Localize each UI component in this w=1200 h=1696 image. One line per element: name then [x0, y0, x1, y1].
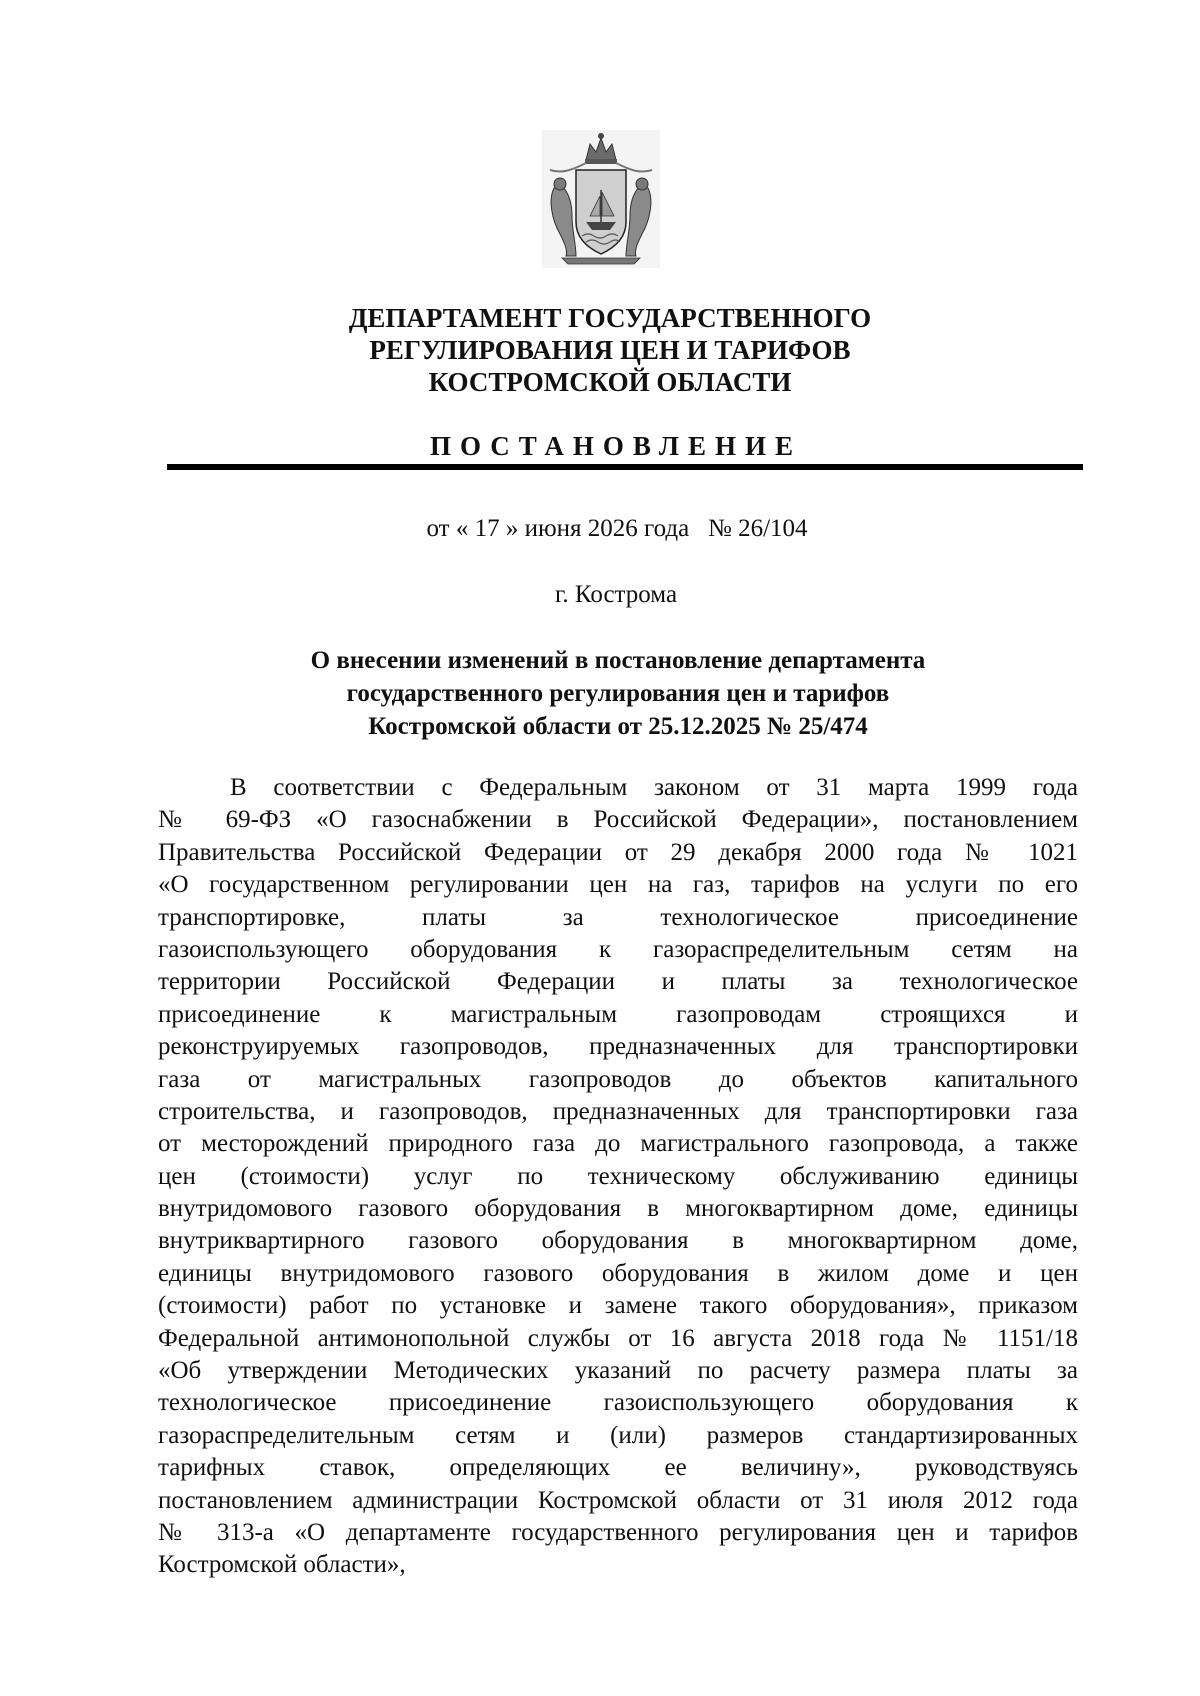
header-divider: [167, 464, 1083, 470]
body-line: технологическое присоединение газоиспользующего оборудования к: [158, 1389, 1078, 1417]
body-line: строительства, и газопроводов, предназначенных для транспортировки газа: [158, 1097, 1078, 1125]
body-line: единицы внутридомового газового оборудования в жилом доме и цен: [158, 1259, 1078, 1287]
document-type-heading: ПОСТАНОВЛЕНИЕ: [429, 431, 803, 461]
document-subject: [0, 644, 1200, 743]
body-line: Правительства Российской Федерации от 29 декабря 2000 года № 1021: [158, 838, 1078, 866]
department-title-line-2: РЕГУЛИРОВАНИЯ ЦЕН И ТАРИФОВ: [369, 335, 851, 365]
body-line: «Об утверждении Методических указаний по расчету размера платы за: [158, 1357, 1078, 1385]
kostroma-region-coat-of-arms-icon: [542, 130, 660, 268]
body-line: реконструируемых газопроводов, предназначенных для транспортировки: [158, 1033, 1078, 1061]
subject-line-1: О внесении изменений в постановление департамента: [310, 647, 926, 674]
body-line: цен (стоимости) услуг по техническому обслуживанию единицы: [158, 1162, 1078, 1190]
body-line: присоединение к магистральным газопроводам строящихся и: [158, 1000, 1078, 1028]
body-line: Федеральной антимонопольной службы от 16 августа 2018 года № 1151/18: [158, 1324, 1078, 1352]
body-line: внутридомового газового оборудования в многоквартирном доме, единицы: [158, 1195, 1078, 1223]
body-line: В соответствии с Федеральным законом от 31 марта 1999 года: [230, 774, 1078, 801]
department-title-line-1: ДЕПАРТАМЕНТ ГОСУДАРСТВЕННОГО: [348, 303, 872, 333]
subject-line-3: Костромской области от 25.12.2025 № 25/474: [368, 713, 868, 740]
body-line: газораспределительным сетям и (или) размеров стандартизированных: [158, 1421, 1078, 1449]
date-and-number: от « 17 » июня 2026 года № 26/104: [426, 515, 808, 542]
body-line: № 69-ФЗ «О газоснабжении в Российской Федерации», постановлением: [158, 806, 1078, 834]
body-line: (стоимости) работ по установке и замене такого оборудования», приказом: [158, 1292, 1078, 1320]
subject-line-2: государственного регулирования цен и тарифов: [346, 680, 890, 707]
department-title: [0, 302, 1200, 398]
body-line: территории Российской Федерации и платы за технологическое: [158, 968, 1078, 996]
preamble-paragraph: [158, 772, 1078, 1582]
body-line: от месторождений природного газа до магистрального газопровода, а также: [158, 1130, 1078, 1158]
body-line: тарифных ставок, определяющих ее величину», руководствуясь: [158, 1454, 1078, 1482]
body-line: внутриквартирного газового оборудования в многоквартирном доме,: [158, 1227, 1078, 1255]
body-line: газа от магистральных газопроводов до объектов капитального: [158, 1065, 1078, 1093]
body-line: «О государственном регулировании цен на газ, тарифов на услуги по его: [158, 871, 1078, 899]
body-line: Костромской области»,: [158, 1551, 406, 1579]
issue-city: г. Кострома: [554, 581, 678, 608]
body-line: транспортировке, платы за технологическое присоединение: [158, 903, 1078, 931]
body-line: постановлением администрации Костромской области от 31 июля 2012 года: [158, 1486, 1078, 1514]
department-title-line-3: КОСТРОМСКОЙ ОБЛАСТИ: [428, 367, 792, 397]
body-line: газоиспользующего оборудования к газораспределительным сетям на: [158, 935, 1078, 963]
body-line: № 313-а «О департаменте государственного регулирования цен и тарифов: [158, 1518, 1078, 1546]
